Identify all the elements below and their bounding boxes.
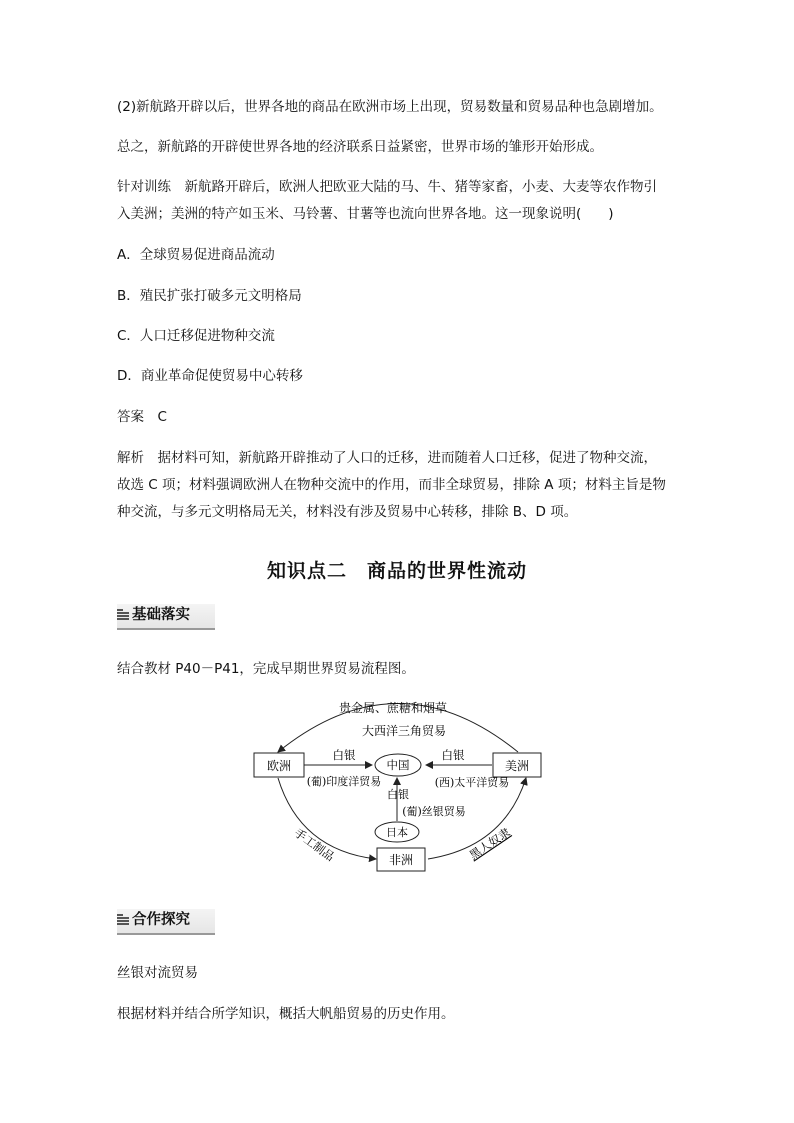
option-c: C．人口迁移促进物种交流 [117, 328, 275, 344]
section-heading-basics [117, 604, 215, 626]
answer: 答案 C [117, 409, 167, 425]
section-title: 知识点二 商品的世界性流动 [266, 560, 527, 582]
indian-ocean-trade-label: (葡)印度洋贸易 [306, 775, 382, 788]
paragraph-1: (2)新航路开辟以后，世界各地的商品在欧洲市场上出现，贸易数量和贸易品种也急剧增加。 [117, 99, 663, 115]
section-heading-label: 合作探究 [132, 912, 190, 928]
option-b: B．殖民扩张打破多元文明格局 [117, 288, 302, 304]
heading-icon [117, 914, 129, 926]
analysis-line-3: 种交流，与多元文明格局无关，材料没有涉及贸易中心转移，排除 B、D 项。 [117, 504, 578, 520]
atlantic-trade-label: 大西洋三角贸易 [361, 724, 447, 738]
america-label: 美洲 [504, 759, 530, 773]
top-goods-label: 贵金属、蔗糖和烟草 [338, 701, 448, 715]
option-a: A．全球贸易促进商品流动 [117, 247, 275, 263]
section-heading-label: 基础落实 [132, 607, 190, 623]
slaves-label: 黑人奴隶 [466, 825, 513, 863]
basics-instruction: 结合教材 P40－P41，完成早期世界贸易流程图。 [117, 661, 415, 677]
silver-right-label: 白银 [441, 748, 465, 762]
explore-question: 根据材料并结合所学知识，概括大帆船贸易的历史作用。 [117, 1006, 455, 1022]
analysis-line-2: 故选 C 项；材料强调欧洲人在物种交流中的作用，而非全球贸易，排除 A 项；材料主旨是物 [117, 477, 666, 493]
paragraph-2: 总之，新航路的开辟使世界各地的经济联系日益紧密，世界市场的雏形开始形成。 [117, 139, 603, 155]
silver-mid-label: 白银 [387, 788, 409, 801]
silver-left-label: 白银 [332, 748, 356, 762]
europe-label: 欧洲 [266, 759, 292, 773]
japan-label: 日本 [386, 826, 408, 839]
analysis-line-1: 解析 据材料可知，新航路开辟推动了人口的迁移，进而随着人口迁移，促进了物种交流， [117, 450, 657, 466]
handicrafts-label: 手工制品 [291, 825, 338, 864]
trade-flow-diagram [240, 695, 560, 880]
china-label: 中国 [386, 758, 410, 772]
africa-label: 非洲 [388, 853, 414, 867]
pacific-trade-label: (西)太平洋贸易 [434, 776, 510, 789]
silk-silver-trade-label: (葡)丝银贸易 [402, 805, 466, 818]
section-heading-explore [117, 909, 215, 931]
option-d: D．商业革命促使贸易中心转移 [117, 368, 303, 384]
question-line-1: 针对训练 新航路开辟后，欧洲人把欧亚大陆的马、牛、猪等家畜，小麦、大麦等农作物引 [117, 179, 657, 195]
heading-icon [117, 609, 129, 621]
explore-subtitle: 丝银对流贸易 [117, 965, 198, 981]
question-line-2: 入美洲；美洲的特产如玉米、马铃薯、甘薯等也流向世界各地。这一现象说明( ) [117, 206, 614, 222]
